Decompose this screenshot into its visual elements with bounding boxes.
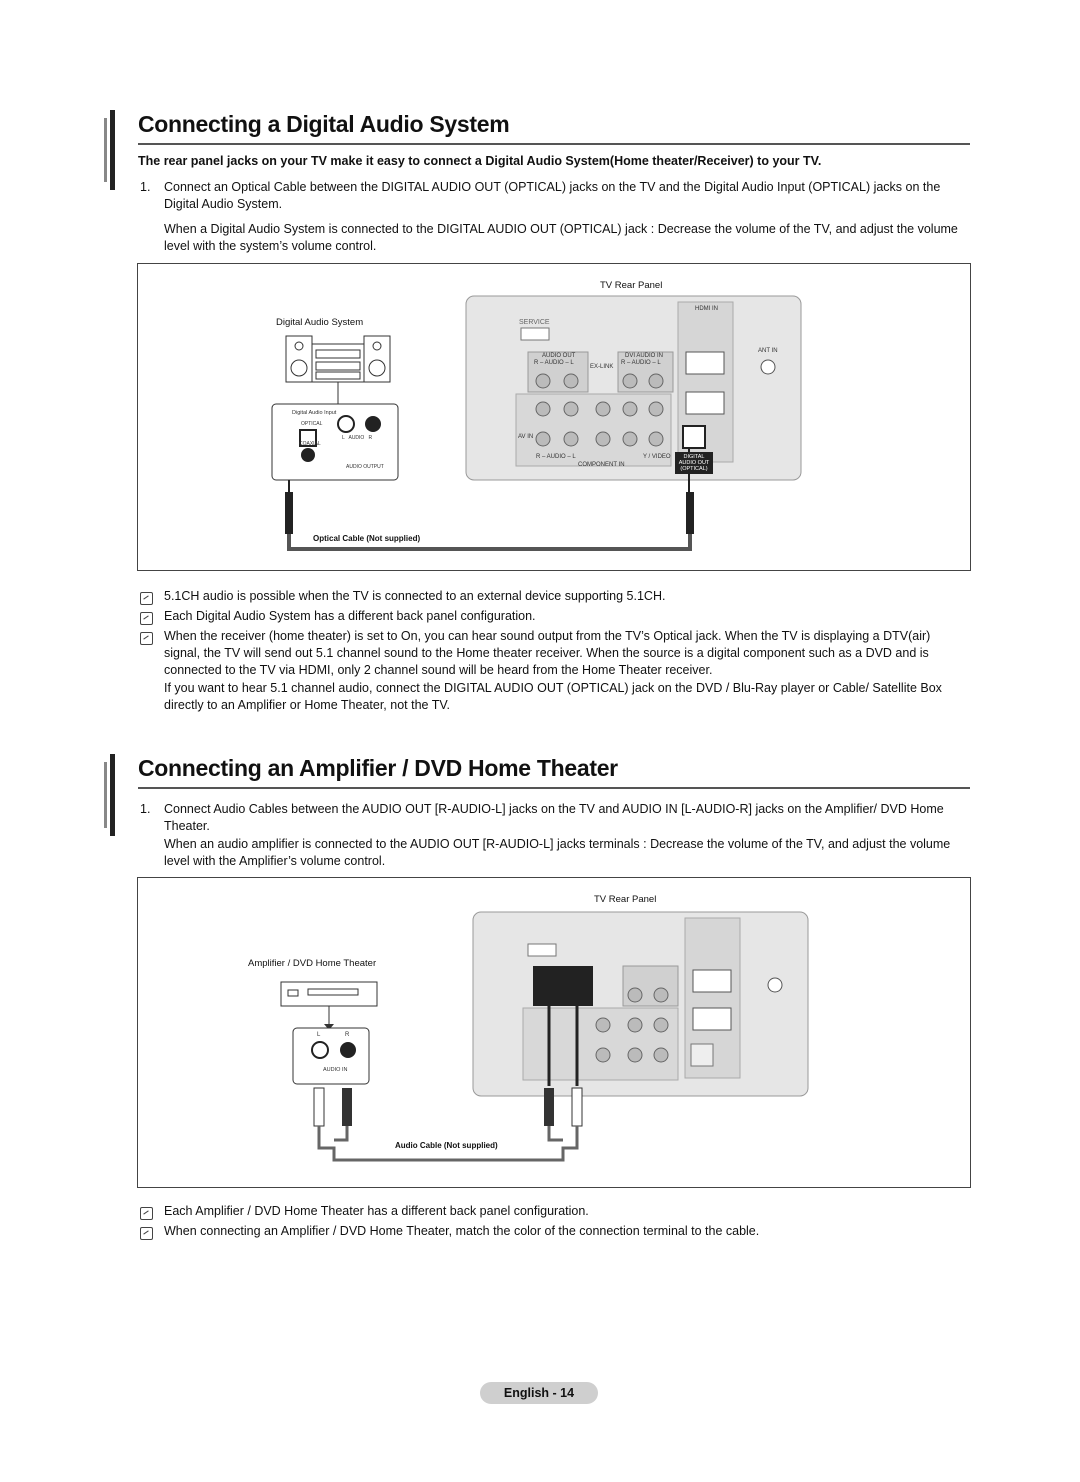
tv-rear-panel-label: TV Rear Panel [594,894,657,905]
title-rule [138,787,970,789]
note-icon [140,632,153,645]
step-note: When an audio amplifier is connected to the AUDIO OUT [R-AUDIO-L] jacks terminals : Decrease the volume of the TV, and adjust the volume level with the Amplifier’s volume control. [164,837,951,868]
device-lr-label: L AUDIO R [342,435,373,441]
audio-out-label: AUDIO OUT [542,353,576,359]
note-text: When the receiver (home theater) is set to On, you can hear sound output from the TV’s Optical jack. When the TV is displaying a DTV(air) signal, the TV will send out 5.1 channel sound to the Home theater receiver. When the source is a digital component such as a DVD and is connected to the TV via HDMI, only 2 channel sound will be heard from the Home Theater receiver. [164,629,931,677]
cable-label: Optical Cable (Not supplied) [313,534,421,543]
device-back-panel [293,1028,369,1084]
ant-in-label: ANT IN [758,348,778,354]
step-number: 1. [140,180,151,194]
note-text: Each Amplifier / DVD Home Theater has a different back panel configuration. [164,1204,589,1218]
optical-plug-tv [686,492,694,534]
hdmi-port-1 [686,392,724,414]
ant-in-jack [761,360,775,374]
dvi-audio-in-label: DVI AUDIO IN [625,353,664,359]
rca-plug-device-red [342,1088,352,1126]
title-rule [138,143,970,145]
digital-audio-illustration [138,264,970,570]
service-port [521,328,549,340]
note-icon [140,612,153,625]
note-icon [140,1227,153,1240]
device-audio-output-label: AUDIO OUTPUT [346,464,384,470]
note-icon [140,592,153,605]
note-icon [140,1207,153,1220]
service-label: SERVICE [519,319,550,326]
audio-out-l-jack [338,416,354,432]
amplifier-illustration [138,878,970,1187]
section-marker [110,110,115,190]
ex-link-label: EX-LINK [590,364,614,370]
audio-out-block [533,966,593,1006]
section-title: Connecting an Amplifier / DVD Home Theater [138,755,618,781]
step-text: Connect Audio Cables between the AUDIO OUT [R-AUDIO-L] jacks on the TV and AUDIO IN [L-AUDIO-R] jacks on the Amplifier/ DVD Home Theater. [164,802,944,833]
av-in-label: AV IN [518,434,534,440]
optical-out-jack [691,1044,713,1066]
video-label: Y / VIDEO [643,454,671,460]
device-label: Amplifier / DVD Home Theater [248,958,377,969]
note-text: When connecting an Amplifier / DVD Home Theater, match the color of the connection terminal to the cable. [164,1224,760,1238]
device-r-label: R [345,1032,350,1038]
rca-plug-tv-red [544,1088,554,1126]
hdmi-port-1 [693,1008,731,1030]
device-audio-in-label: AUDIO IN [323,1067,348,1073]
device-optical-label: OPTICAL [301,421,323,427]
note-text: If you want to hear 5.1 channel audio, connect the DIGITAL AUDIO OUT (OPTICAL) jack on the DVD / Blu-Ray player or Cable/ Satellite Box directly to an Amplifier or Home Theater, not the TV. [164,681,942,712]
optical-out-jack [683,426,705,448]
section-marker-shadow [104,118,107,182]
device-coaxial-label: COAXIAL [299,441,321,447]
digital-audio-diagram [137,263,971,571]
step-text: Connect an Optical Cable between the DIGITAL AUDIO OUT (OPTICAL) jacks on the TV and the Digital Audio Input (OPTICAL) jacks on the Digital Audio System. [164,180,941,211]
service-port [528,944,556,956]
step-number: 1. [140,802,151,816]
dvi-audio-in-sub-label: R – AUDIO – L [621,360,661,366]
section-marker-shadow [104,762,107,828]
device-l-label: L [317,1032,321,1038]
hdmi-in-label: HDMI IN [695,306,718,312]
device-label: Digital Audio System [276,317,364,328]
digital-audio-out-label: DIGITAL AUDIO OUT (OPTICAL) [678,454,710,472]
amplifier-diagram [137,877,971,1188]
hdmi-port-2 [686,352,724,374]
section-title: Connecting a Digital Audio System [138,111,510,137]
note-text: Each Digital Audio System has a different back panel configuration. [164,609,536,623]
page-number: English - 14 [480,1382,598,1404]
rca-plug-tv-white [572,1088,582,1126]
step-note: When a Digital Audio System is connected to the DIGITAL AUDIO OUT (OPTICAL) jack : Decrease the volume of the TV, and adjust the volume level with the system’s volume control. [164,222,958,253]
rca-plug-device-white [314,1088,324,1126]
audio-out-r-jack [365,416,381,432]
ant-in-jack [768,978,782,992]
lead-paragraph: The rear panel jacks on your TV make it easy to connect a Digital Audio System(Home theater/Receiver) to your TV. [138,154,822,168]
component-in-label: COMPONENT IN [578,462,625,468]
hdmi-port-2 [693,970,731,992]
device-input-title: Digital Audio Input [292,410,337,416]
av-audio-label: R – AUDIO – L [536,454,576,460]
section-marker [110,754,115,836]
cable-label: Audio Cable (Not supplied) [395,1141,498,1150]
audio-in-l-jack [312,1042,328,1058]
tv-rear-panel-label: TV Rear Panel [600,280,663,291]
coaxial-jack [301,448,315,462]
audio-in-r-jack [340,1042,356,1058]
note-text: 5.1CH audio is possible when the TV is connected to an external device supporting 5.1CH. [164,589,666,603]
audio-out-sub-label: R – AUDIO – L [534,360,574,366]
optical-plug-device [285,492,293,534]
audio-cable-right [334,1126,347,1140]
